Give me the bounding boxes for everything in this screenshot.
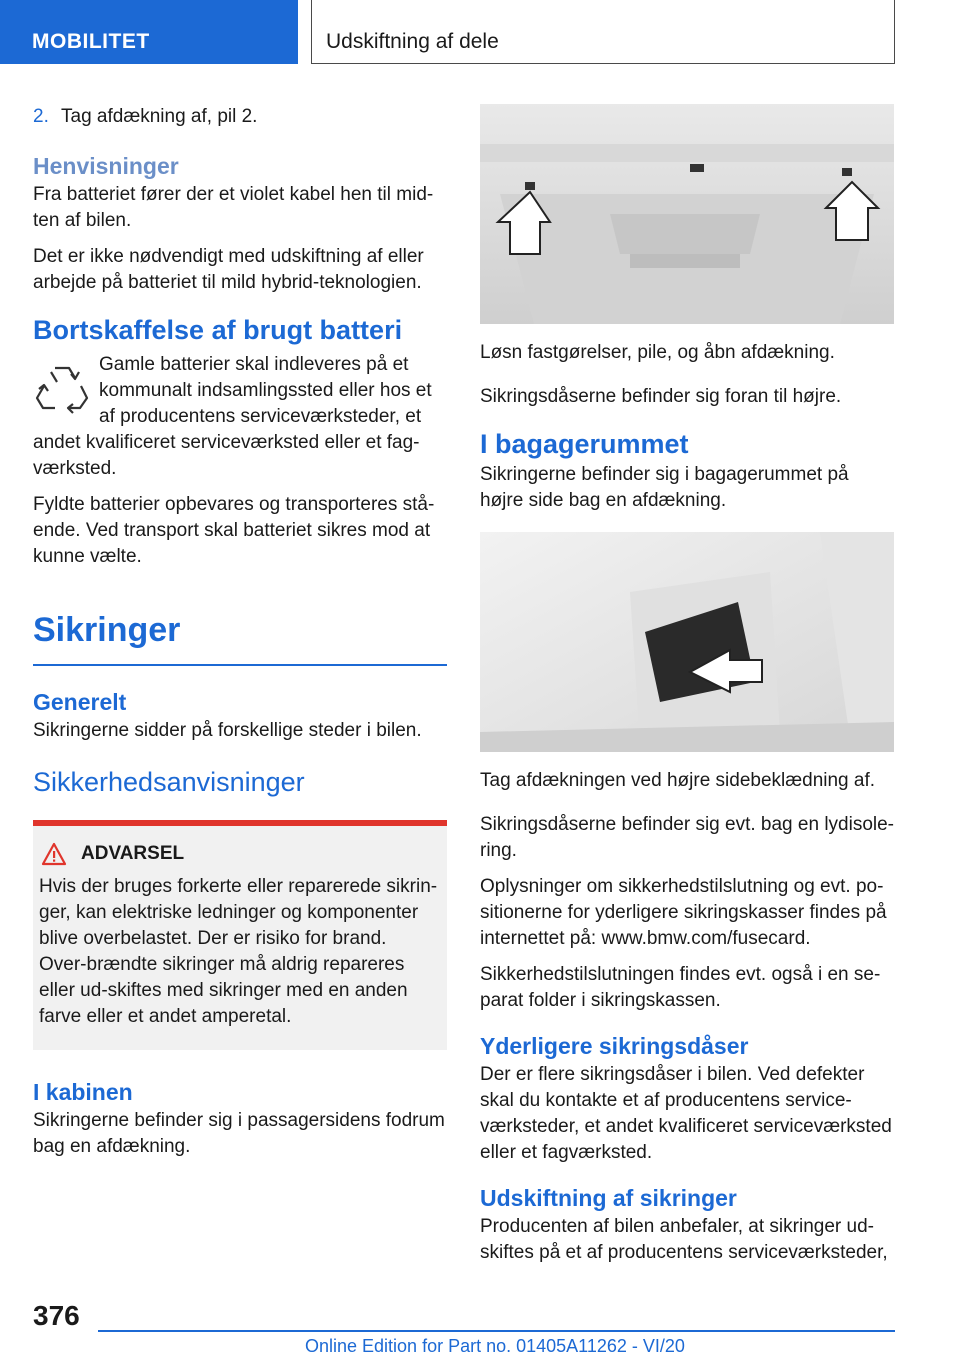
warning-label: ADVARSEL xyxy=(81,843,185,864)
right-paragraph-1: Sikringsdåserne befinder sig foran til højre. xyxy=(480,386,842,407)
disposal-heading: Bortskaffelse af brugt batteri xyxy=(33,315,403,345)
replace-heading: Udskiftning af sikringer xyxy=(480,1185,737,1211)
general-heading: Generelt xyxy=(33,689,127,715)
photo-trunk-illustration xyxy=(480,532,894,752)
recycle-icon xyxy=(33,358,91,416)
photo-trunk-cover xyxy=(480,532,894,752)
photo-caption-1: Løsn fastgørelser, pile, og åbn afdækning. xyxy=(480,342,835,363)
right-paragraph-3: Oplysninger om sikkerhedstilslutning og evt. po-sitionerne for yderligere sikringskasser findes på internettet på: www.bmw.com/fusecard. xyxy=(480,876,887,949)
warning-triangle-icon xyxy=(41,842,67,866)
notes-heading: Henvisninger xyxy=(33,153,179,179)
trunk-heading: I bagagerummet xyxy=(480,429,689,459)
warning-box xyxy=(33,820,447,1050)
safety-heading: Sikkerhedsanvisninger xyxy=(33,767,305,797)
step-text: Tag afdækning af, pil 2. xyxy=(61,106,258,127)
disposal-paragraph-1: Gamle batterier skal indleveres på et kommunalt indsamlingssted eller hos et af producentens serviceværksteder, et andet kvalificeret serviceværksted eller et fag-værksted. xyxy=(33,354,432,479)
chapter-label: Udskiftning af dele xyxy=(326,30,499,53)
chapter-tab xyxy=(311,0,895,64)
section-tab xyxy=(0,0,298,64)
more-fuses-paragraph: Der er flere sikringsdåser i bilen. Ved defekter skal du kontakte et af producentens service-værksteder, et andet kvalificeret serviceværksted eller et fagværksted. xyxy=(480,1064,892,1163)
photo-glovebox-illustration xyxy=(480,104,894,324)
right-paragraph-2: Sikringsdåserne befinder sig evt. bag en lydisole-ring. xyxy=(480,814,895,861)
left-column xyxy=(33,100,447,1170)
section-label: MOBILITET xyxy=(32,30,150,53)
warning-text: Hvis der bruges forkerte eller reparerede sikrin-ger, kan elektriske ledninger og komponenter blive overbelastet. Der er risiko for brand. Over-brændte sikringer må aldrig repareres eller ud-skiftes med sikringer med en anden farve eller et andet amperetal. xyxy=(39,876,438,1027)
notes-paragraph-2: Det er ikke nødvendigt med udskiftning af eller arbejde på batteriet til mild hybrid-teknologien. xyxy=(33,246,424,293)
step-number: 2. xyxy=(33,106,49,127)
photo-glovebox-cover xyxy=(480,104,894,324)
replace-paragraph: Producenten af bilen anbefaler, at sikringer ud-skiftes på et af producentens serviceværksteder, xyxy=(480,1216,888,1263)
chapter-title: Sikringer xyxy=(33,610,447,666)
right-column xyxy=(480,104,894,1276)
cabin-heading: I kabinen xyxy=(33,1079,133,1105)
photo-caption-2: Tag afdækningen ved højre sidebeklædning af. xyxy=(480,770,876,791)
step-item xyxy=(33,104,447,130)
cabin-paragraph: Sikringerne befinder sig i passagersidens fodrum bag en afdækning. xyxy=(33,1110,445,1157)
general-paragraph: Sikringerne sidder på forskellige steder i bilen. xyxy=(33,720,422,741)
more-fuses-heading: Yderligere sikringsdåser xyxy=(480,1033,749,1059)
page-number: 376 xyxy=(33,1300,80,1331)
right-paragraph-4: Sikkerhedstilslutningen findes evt. også i en se-parat folder i sikringskassen. xyxy=(480,964,881,1011)
disposal-block xyxy=(33,352,447,482)
footer-rule xyxy=(98,1330,895,1332)
notes-paragraph-1: Fra batteriet fører der et violet kabel hen til mid-ten af bilen. xyxy=(33,184,434,231)
footer-edition: Online Edition for Part no. 01405A11262 - VI/20 xyxy=(305,1336,685,1356)
warning-header xyxy=(39,842,439,866)
trunk-paragraph: Sikringerne befinder sig i bagagerummet på højre side bag en afdækning. xyxy=(480,464,849,511)
disposal-paragraph-2: Fyldte batterier opbevares og transporteres stå-ende. Ved transport skal batteriet sikres mod at kunne vælte. xyxy=(33,494,435,567)
